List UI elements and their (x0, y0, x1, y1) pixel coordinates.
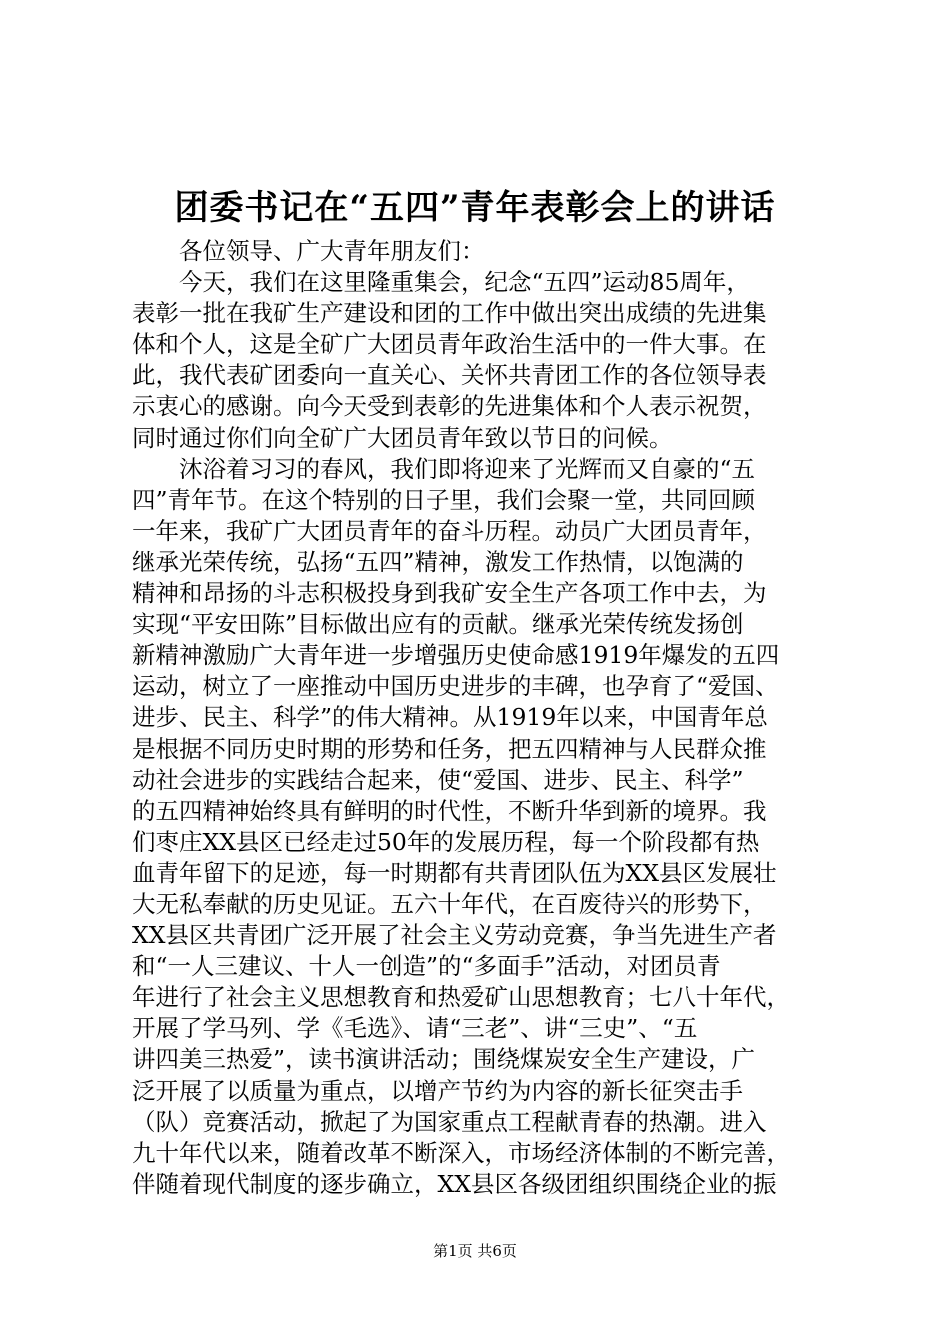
body-line: 运动，树立了一座推动中国历史进步的丰碑，也孕育了“爱国、 (132, 672, 779, 701)
body-line: 实现“平安田陈”目标做出应有的贡献。继承光荣传统发扬创 (132, 610, 744, 639)
body-line: 九十年代以来，随着改革不断深入，市场经济体制的不断完善， (132, 1138, 790, 1167)
body-line: 一年来，我矿广大团员青年的奋斗历程。动员广大团员青年， (132, 516, 767, 545)
body-text (132, 236, 854, 1200)
body-line: 四”青年节。在这个特别的日子里，我们会聚一堂，共同回顾 (132, 485, 756, 514)
page-footer: 第1页 共6页 (433, 1242, 517, 1260)
body-line: 各位领导、广大青年朋友们： (132, 237, 485, 265)
body-line: 继承光荣传统，弘扬“五四”精神，激发工作热情，以饱满的 (132, 547, 744, 576)
body-line: 精神和昂扬的斗志积极投身到我矿安全生产各项工作中去，为 (132, 579, 767, 608)
body-line: 和“一人三建议、十人一创造”的“多面手”活动，对团员青 (132, 952, 721, 981)
body-line: （队）竞赛活动，掀起了为国家重点工程献青春的热潮。进入 (132, 1107, 767, 1136)
body-line: 大无私奉献的历史见证。五六十年代，在百废待兴的形势下， (132, 889, 767, 918)
body-line: XX县区共青团广泛开展了社会主义劳动竞赛，争当先进生产者 (132, 921, 777, 950)
body-line: 沐浴着习习的春风，我们即将迎来了光辉而又自豪的“五 (132, 454, 756, 483)
page-title: 团委书记在“五四”青年表彰会上的讲话 (174, 188, 776, 228)
body-line: 年进行了社会主义思想教育和热爱矿山思想教育；七八十年代， (132, 983, 790, 1012)
body-line: 伴随着现代制度的逐步确立，XX县区各级团组织围绕企业的振 (132, 1169, 777, 1198)
body-line: 表彰一批在我矿生产建设和团的工作中做出突出成绩的先进集 (132, 299, 767, 328)
body-line: 是根据不同历史时期的形势和任务，把五四精神与人民群众推 (132, 734, 767, 763)
body-line: 新精神激励广大青年进一步增强历史使命感1919年爆发的五四 (132, 641, 780, 670)
body-line: 体和个人，这是全矿广大团员青年政治生活中的一件大事。在 (132, 330, 767, 359)
body-line: 进步、民主、科学”的伟大精神。从1919年以来，中国青年总 (132, 703, 768, 732)
body-line: 们枣庄XX县区已经走过50年的发展历程，每一个阶段都有热 (132, 827, 760, 856)
body-line: 同时通过你们向全矿广大团员青年致以节日的问候。 (132, 423, 673, 452)
body-line: 泛开展了以质量为重点，以增产节约为内容的新长征突击手 (132, 1076, 743, 1105)
body-line: 讲四美三热爱”，读书演讲活动；围绕煤炭安全生产建设，广 (132, 1045, 756, 1074)
body-line: 动社会进步的实践结合起来，使“爱国、进步、民主、科学” (132, 765, 744, 794)
body-line: 示衷心的感谢。向今天受到表彰的先进集体和个人表示祝贺， (132, 392, 767, 421)
body-line: 开展了学马列、学《毛选》、请“三老”、讲“三史”、“五 (132, 1014, 698, 1043)
body-line: 今天，我们在这里隆重集会，纪念“五四”运动85周年， (132, 268, 750, 297)
body-line: 的五四精神始终具有鲜明的时代性，不断升华到新的境界。我 (132, 796, 767, 825)
body-line: 血青年留下的足迹，每一时期都有共青团队伍为XX县区发展壮 (132, 858, 777, 887)
body-line: 此，我代表矿团委向一直关心、关怀共青团工作的各位领导表 (132, 361, 767, 390)
